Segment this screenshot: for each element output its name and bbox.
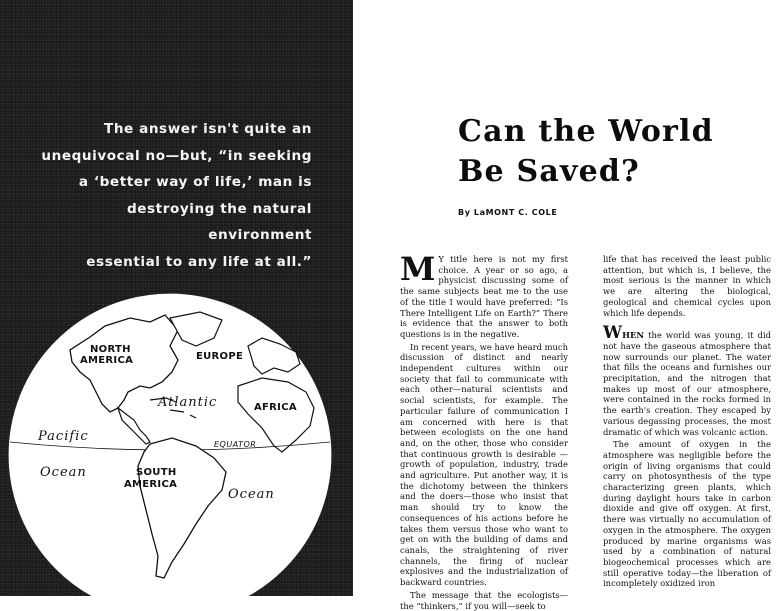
pull-quote-line: essential to any life at all.” [86,253,312,270]
article-title [458,112,758,192]
lead-caps: HEN [622,330,645,341]
map-label-south-america: AMERICA [124,479,178,490]
europe-landmass [248,338,300,374]
section-lead-paragraph [603,323,771,437]
map-label-north-america: NORTH [90,344,131,355]
map-label-africa: AFRICA [254,402,297,413]
title-line: Be Saved? [458,154,640,189]
map-label-ocean-left: Ocean [40,465,87,480]
map-label-atlantic: Atlantic [158,395,218,410]
drop-cap: M [400,250,436,288]
paragraph: The message that the ecologists—the “thinkers,” if you will—seek to [400,589,568,611]
pull-quote-line: unequivocal no—but, “in seeking [41,147,312,164]
paragraph [400,250,568,340]
map-label-ocean-right: Ocean [228,487,275,502]
map-label-south-america: SOUTH [136,467,177,478]
article-column-1 [400,250,569,611]
dark-illustration-panel [0,0,353,596]
byline: By LaMONT C. COLE [458,208,558,217]
map-label-europe: EUROPE [196,351,244,362]
paragraph: The amount of oxygen in the atmosphere was negligible before the origin of living organisms that could carry on photosynthesis of the type characterizing green plants, which during daylight hours take in carbon dioxide and give off oxygen. At first, there was virtually no accumulation of oxygen in the atmosphere. The oxygen produced by marine organisms was used by a combination of natural biogeochemical processes which are still operative today—the liberation of incompletely oxidized iron [603,439,771,589]
paragraph: In recent years, we have heard much discussion of distinct and nearly independent cultures within our society that fail to communicate with each other—natural scientists and social scientists, for example. The particular failure of communication I am concerned with here is that between ecologists on the one hand and, on the other, those who consider that continuous growth is desirable —growth of population, industry, trade and agriculture. Put another way, it is the dichotomy between the thinkers and the doers—those who insist that man should try to know the consequences of his actions before he takes them versus those who want to get on with the building of dams and canals, the straightening of river channels, the firing of nuclear explosives and the industrialization of backward countries. [400,341,569,588]
pull-quote-line: The answer isn't quite an [104,121,312,137]
paragraph-text: the world was young, it did not have the gaseous atmosphere that now surrounds our planet. The water that fills the oceans and furnishes our precipitation, and the nitrogen that makes up most of our atmosphere, were contained in the rocks formed in the earth's creation. They escaped by various degassing processes, the most dramatic of which was volcanic action. [603,330,771,437]
pull-quote-line: destroying the natural environment [126,200,312,243]
article-column-2 [603,254,771,589]
lead-initial: W [603,323,623,344]
map-label-equator: EQUATOR [214,440,257,449]
paragraph-text: Y title here is not my first choice. A year or so ago, a physicist discussing some of the same subjects beat me to the use of the title I would have preferred: “Is There Intelligent Life on Earth?” There is evidence that the answer to both questions is in the negative. [400,254,568,339]
title-line: Can the World [458,114,714,149]
pull-quote-line: a ‘better way of life,’ man is [78,174,312,190]
paragraph: life that has received the least public attention, but which is, I believe, the most serious is the manner in which we are altering the biological, geological and chemical cycles upon which life depends. [603,254,771,318]
map-label-pacific: Pacific [38,429,89,444]
map-label-north-america: AMERICA [80,355,134,366]
globe-map-illustration [0,0,353,596]
